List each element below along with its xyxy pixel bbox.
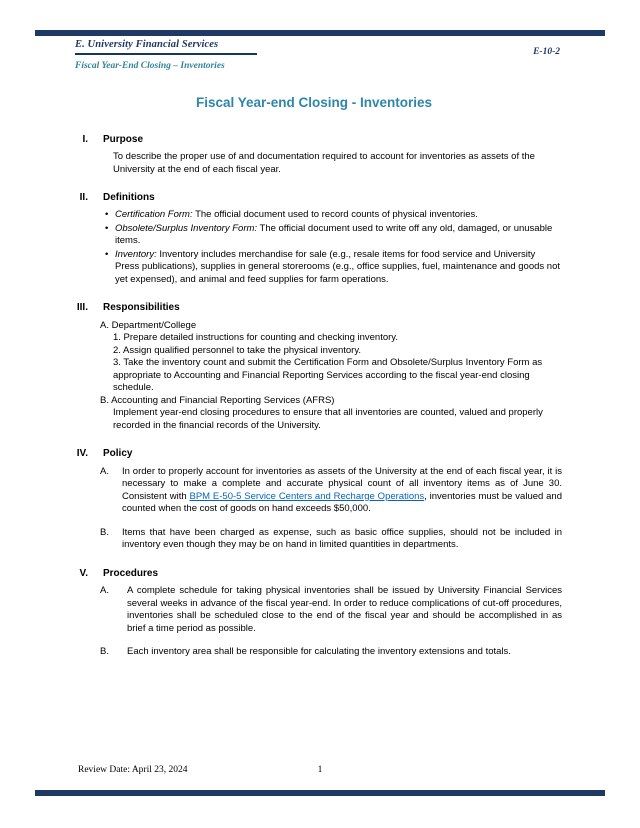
section-purpose-head bbox=[66, 133, 562, 146]
definition-text bbox=[115, 249, 562, 287]
header-subtitle: Fiscal Year-End Closing – Inventories bbox=[75, 61, 225, 71]
page-header bbox=[75, 39, 257, 71]
procedures-b-text: Each inventory area shall be responsible for calculating the inventory extensions and totals. bbox=[127, 646, 511, 658]
responsibilities-step: 1. Prepare detailed instructions for counting and checking inventory. bbox=[113, 332, 398, 344]
section-policy-numeral: IV. bbox=[76, 448, 88, 460]
section-procedures bbox=[66, 567, 562, 659]
doc-number: E-10-2 bbox=[533, 47, 560, 57]
section-responsibilities-numeral: III. bbox=[76, 302, 88, 314]
section-definitions-numeral: II. bbox=[79, 192, 88, 204]
responsibilities-step: 3. Take the inventory count and submit the Certification Form and Obsolete/Surplus Inventory Form as appropriate to Accounting and Financial Reporting Services according to the fiscal year-end closing schedule. bbox=[113, 357, 543, 394]
section-responsibilities bbox=[66, 301, 562, 432]
section-purpose-numeral: I. bbox=[82, 133, 88, 145]
definition-term: Obsolete/Surplus Inventory Form: bbox=[115, 222, 258, 234]
definition-text bbox=[115, 223, 562, 248]
section-policy-head bbox=[66, 447, 562, 460]
section-procedures-numeral: V. bbox=[79, 567, 88, 579]
procedures-item-b bbox=[66, 646, 562, 659]
definition-desc: The official document used to write off any old, damaged, or unusable items. bbox=[115, 222, 553, 247]
section-purpose bbox=[66, 133, 562, 176]
responsibilities-step: 2. Assign qualified personnel to take the physical inventory. bbox=[113, 344, 362, 356]
section-procedures-head bbox=[66, 567, 562, 580]
policy-a-marker: A. bbox=[100, 465, 109, 477]
top-border-bar bbox=[35, 30, 605, 36]
policy-a-text-before: In order to properly account for inventories as assets of the University at the end of each fiscal year, it is necessary to make a complete and accurate physical count of all inventory items as of June 30. Consistent with bbox=[122, 465, 562, 502]
responsibilities-a-items bbox=[66, 332, 562, 395]
bullet-icon: • bbox=[105, 248, 109, 260]
bullet-icon: • bbox=[105, 222, 109, 234]
procedures-a-marker: A. bbox=[100, 584, 109, 596]
section-responsibilities-head bbox=[66, 301, 562, 314]
section-purpose-heading: Purpose bbox=[103, 133, 144, 145]
section-definitions-head bbox=[66, 191, 562, 204]
policy-b-text: Items that have been charged as expense, such as basic office supplies, should not be included in inventory even though they may be on hand in limited quantities in departments. bbox=[122, 526, 562, 551]
bpm-e-50-5-link[interactable]: BPM E-50-5 Service Centers and Recharge Operations bbox=[189, 490, 425, 502]
responsibilities-b-body bbox=[66, 407, 562, 432]
responsibilities-b-text: Implement year-end closing procedures to ensure that all inventories are counted, valued and properly recorded in the financial records of the University. bbox=[113, 407, 543, 431]
document-content bbox=[66, 94, 562, 674]
procedures-a-text: A complete schedule for taking physical inventories shall be issued by University Financial Services several weeks in advance of the fiscal year-end. In order to reduce complications of cut-off procedures, inventories shall be scheduled close to the end of the fiscal year and should be accomplished in as brief a time period as possible. bbox=[127, 584, 562, 634]
header-rule bbox=[75, 53, 257, 55]
section-responsibilities-heading: Responsibilities bbox=[103, 302, 180, 314]
responsibilities-b-label: B. Accounting and Financial Reporting Services (AFRS) bbox=[100, 394, 335, 406]
org-title: E. University Financial Services bbox=[75, 39, 219, 50]
policy-item-a bbox=[66, 466, 562, 516]
section-procedures-heading: Procedures bbox=[103, 567, 159, 579]
procedures-b-marker: B. bbox=[100, 646, 109, 658]
definition-item bbox=[105, 209, 562, 222]
policy-item-b bbox=[66, 527, 562, 552]
review-date: Review Date: April 23, 2024 bbox=[78, 765, 188, 775]
purpose-body: To describe the proper use of and documentation required to account for inventories as assets of the University at the end of each fiscal year. bbox=[113, 151, 535, 175]
definition-desc: Inventory includes merchandise for sale (e.g., resale items for food service and University Press publications), supplies in general storerooms (e.g., office supplies, fuel, maintenance and goods not yet expensed), and animal and feed supplies for farm operations. bbox=[115, 248, 560, 285]
procedures-item-a bbox=[66, 585, 562, 635]
section-definitions bbox=[66, 191, 562, 286]
policy-a-text-after: , inventories must be valued and counted when the cost of goods on hand exceeds $50,000. bbox=[122, 490, 562, 515]
definition-item bbox=[105, 223, 562, 248]
definition-text bbox=[115, 209, 562, 222]
section-definitions-heading: Definitions bbox=[103, 192, 155, 204]
section-policy-heading: Policy bbox=[103, 448, 133, 460]
definition-term: Certification Form: bbox=[115, 209, 193, 221]
page-number: 1 bbox=[317, 765, 323, 775]
definition-desc: The official document used to record counts of physical inventories. bbox=[192, 209, 478, 221]
definitions-list bbox=[66, 209, 562, 286]
bottom-border-bar bbox=[35, 790, 605, 796]
definition-term: Inventory: bbox=[115, 248, 157, 260]
page-title: Fiscal Year-end Closing - Inventories bbox=[195, 95, 433, 110]
responsibilities-a-label: A. Department/College bbox=[100, 319, 197, 331]
section-policy bbox=[66, 447, 562, 551]
policy-b-marker: B. bbox=[100, 526, 109, 538]
bullet-icon: • bbox=[105, 209, 109, 221]
definition-item bbox=[105, 249, 562, 287]
